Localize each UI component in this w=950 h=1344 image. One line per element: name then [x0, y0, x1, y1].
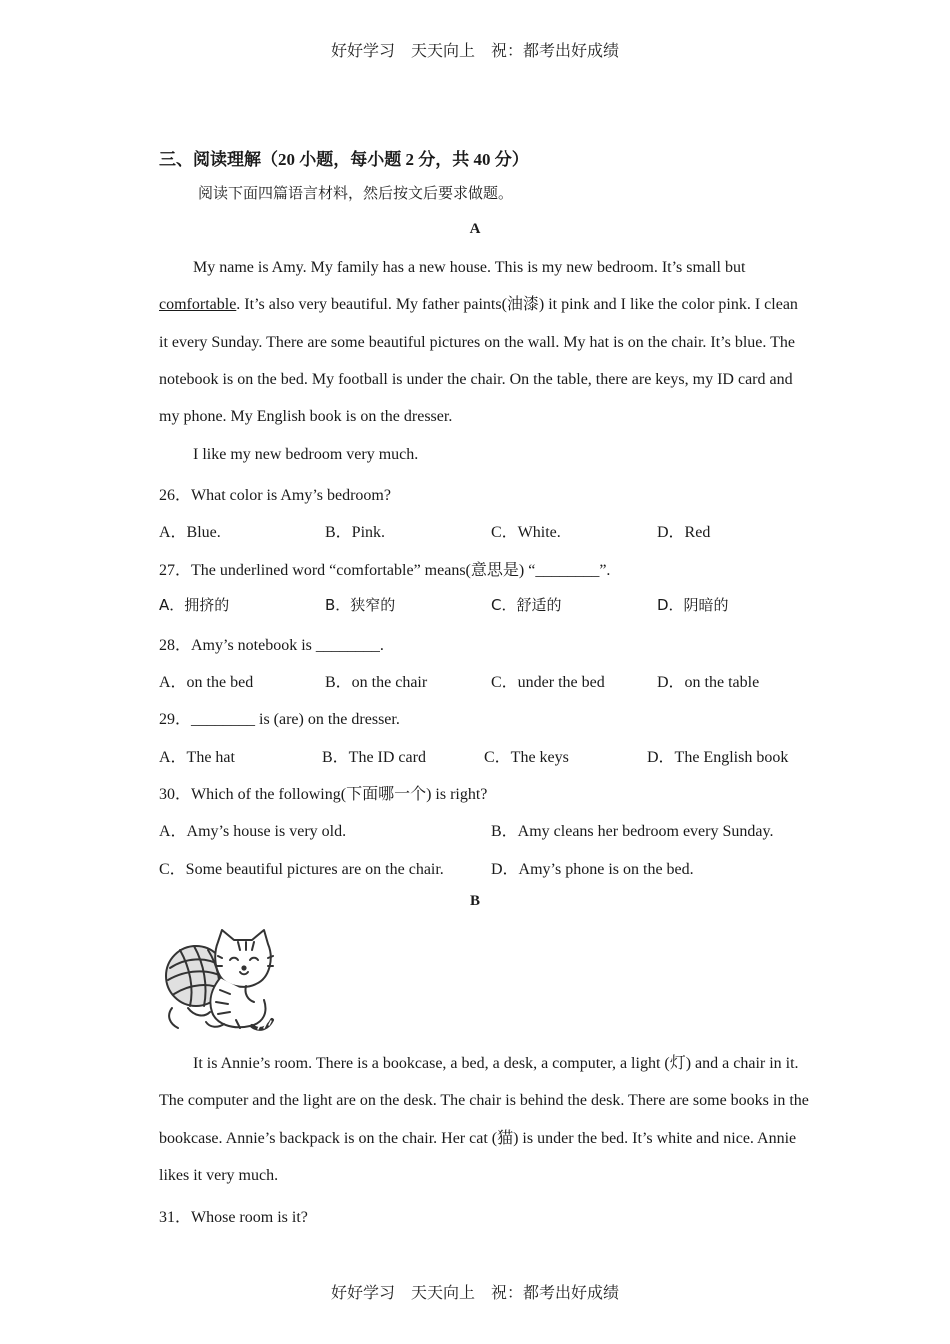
question-30-option-b: B．Amy cleans her bedroom every Sunday.	[491, 823, 774, 840]
passage-a-paragraph-2: I like my new bedroom very much.	[193, 446, 419, 463]
question-29-option-d: D．The English book	[647, 749, 789, 766]
section-instruction: 阅读下面四篇语言材料，然后按文后要求做题。	[198, 184, 514, 202]
question-30-option-c: C．Some beautiful pictures are on the chair.	[159, 861, 444, 878]
section-title: 三、阅读理解（20 小题，每小题 2 分，共 40 分）	[159, 150, 529, 169]
underlined-word-comfortable: comfortable	[159, 296, 237, 314]
question-29-stem: 29．________ is (are) on the dresser.	[159, 711, 400, 728]
question-28-option-c: C．under the bed	[491, 674, 605, 691]
question-27-option-a: A．拥挤的	[159, 596, 230, 614]
question-27-stem: 27．The underlined word “comfortable” means(意思是) “________”.	[159, 562, 611, 579]
passage-a-paragraph-1	[159, 249, 809, 435]
question-29-option-a: A．The hat	[159, 749, 235, 766]
passage-a-text-after: . It’s also very beautiful. My father paints(油漆) it pink and I like the color pink. I clean it every Sunday. There are some beautiful pictures on the wall. My hat is on the chair. It’s blue. The notebook is on the bed. My football is under the chair. On the table, there are keys, my ID card and my phone. My English book is on the dresser.	[159, 296, 798, 426]
passage-a-text-before: My name is Amy. My family has a new house. This is my new bedroom. It’s small but	[193, 259, 746, 276]
question-31-stem: 31．Whose room is it?	[159, 1209, 308, 1226]
question-28-option-a: A．on the bed	[159, 674, 254, 691]
question-28-stem: 28．Amy’s notebook is ________.	[159, 637, 384, 654]
question-26-stem: 26．What color is Amy’s bedroom?	[159, 487, 391, 504]
question-26-option-d: D．Red	[657, 524, 711, 541]
question-30-stem: 30．Which of the following(下面哪一个) is right?	[159, 786, 488, 803]
question-26-option-a: A．Blue.	[159, 524, 221, 541]
question-27-option-c: C．舒适的	[491, 596, 562, 614]
question-28-option-b: B．on the chair	[325, 674, 428, 691]
question-27-option-b: B．狭窄的	[325, 596, 396, 614]
question-26-option-c: C．White.	[491, 524, 561, 541]
question-29-option-b: B．The ID card	[322, 749, 426, 766]
page-footer: 好好学习 天天向上 祝：都考出好成绩	[330, 1283, 619, 1302]
question-27-option-d: D．阴暗的	[657, 596, 729, 614]
question-30-option-d: D．Amy’s phone is on the bed.	[491, 861, 694, 878]
page-header: 好好学习 天天向上 祝：都考出好成绩	[330, 41, 619, 60]
question-28-option-d: D．on the table	[657, 674, 760, 691]
cat-with-yarn-ball-icon	[160, 928, 276, 1036]
passage-b-paragraph-1: It is Annie’s room. There is a bookcase, a bed, a desk, a computer, a light (灯) and a chair in it. The computer and the light are on the desk. The chair is behind the desk. There are some books in the bookcase. Annie’s backpack is on the chair. Her cat (猫) is under the bed. It’s white and nice. Annie likes it very much.	[159, 1055, 809, 1184]
question-30-option-a: A．Amy’s house is very old.	[159, 823, 347, 840]
question-26-option-b: B．Pink.	[325, 524, 386, 541]
question-29-option-c: C．The keys	[484, 749, 569, 766]
passage-b-label: B	[469, 893, 480, 909]
passage-a-label: A	[469, 221, 481, 237]
